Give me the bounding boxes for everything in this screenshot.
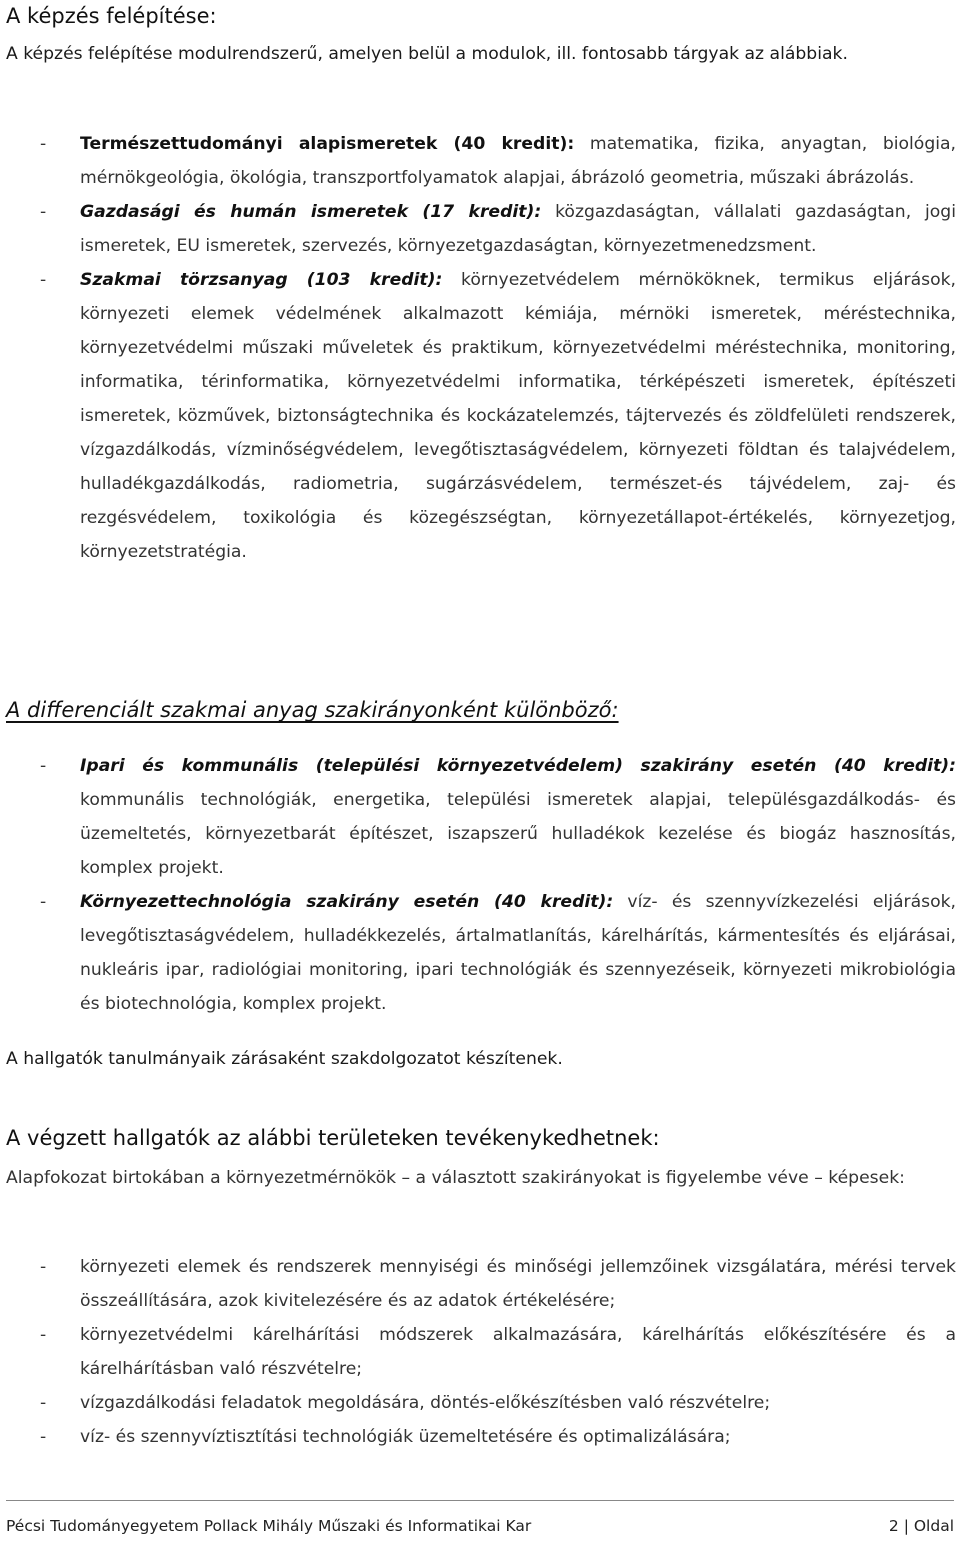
list-item: - Szakmai törzsanyag (103 kredit): környezetvédelem mérnököknek, termikus eljárások, környezeti elemek védelmének alkalmazott kémiája, mérnöki ismeretek, méréstechnika, környezetvédelmi műszaki műveletek és praktikum, környezetvédelmi méréstechnika, monitoring, informatika, térinformatika, környezetvédelmi informatika, térképészeti ismeretek, építészeti ismeretek, közművek, biztonságtechnika és kockázatelemzés, tájtervezés és zöldfelületi rendszerek, vízgazdálkodás, vízminőségvédelem, levegőtisztaságvédelem, környezeti földtan és talajvédelem, hulladékgazdálkodás, radiometria, sugárzásvédelem, természet-és tájvédelem, zaj- és rezgésvédelem, toxikológia és közegészségtan, környezetállapot-értékelés, környezetjog, környezetstratégia. <box>40 270 956 562</box>
specialization-label: Ipari és kommunális (települési környezetvédelem) szakirány esetén (40 kredit): <box>80 756 956 776</box>
module-label: Gazdasági és humán ismeretek (17 kredit): <box>80 202 542 222</box>
list-item: - Környezettechnológia szakirány esetén (40 kredit): víz- és szennyvízkezelési eljárások, levegőtisztaságvédelem, hulladékkezelés, ártalmatlanítás, kárelhárítás, kármentesítés és eljárásai, nukleáris ipar, radiológiai monitoring, ipari technológiák és szennyezéseik, környezeti mikrobiológia és biotechnológia, komplex projekt. <box>40 892 956 1014</box>
thesis-note: A hallgatók tanulmányaik zárásaként szakdolgozatot készítenek. <box>6 1049 563 1069</box>
career-text: környezeti elemek és rendszerek mennyiségi és minőségi jellemzőinek vizsgálatára, mérési tervek összeállítására, azok kivitelezésére és az adatok értékelésére; <box>80 1257 956 1311</box>
specialization-text: víz- és szennyvízkezelési eljárások, levegőtisztaságvédelem, hulladékkezelés, ártalmatlanítás, kárelhárítás, kármentesítés és eljárásai, nukleáris ipar, radiológiai monitoring, ipari technológiák és szennyezéseik, környezeti mikrobiológia és biotechnológia, komplex projekt. <box>80 892 956 1014</box>
list-item: - Természettudományi alapismeretek (40 kredit): matematika, fizika, anyagtan, biológia, mérnökgeológia, ökológia, transzportfolyamatok alapjai, ábrázoló geometria, műszaki ábrázolás. <box>40 134 956 188</box>
career-text: vízgazdálkodási feladatok megoldására, döntés-előkészítésben való részvételre; <box>80 1393 771 1413</box>
specialization-label: Környezettechnológia szakirány esetén (40 kredit): <box>80 892 614 912</box>
career-text: környezetvédelmi kárelhárítási módszerek alkalmazására, kárelhárítás előkészítésére és a kárelhárításban való részvételre; <box>80 1325 956 1379</box>
section-title-differentiated: A differenciált szakmai anyag szakirányonként különböző: <box>6 698 619 722</box>
list-item: - Ipari és kommunális (települési környezetvédelem) szakirány esetén (40 kredit): kommunális technológiák, energetika, települési ismeretek alapjai, településgazdálkodás- és üzemeltetés, környezetbarát építészet, iszapszerű hulladékok kezelése és biogáz hasznosítás, komplex projekt. <box>40 756 956 878</box>
list-item: - környezetvédelmi kárelhárítási módszerek alkalmazására, kárelhárítás előkészítésére és a kárelhárításban való részvételre; <box>40 1325 956 1379</box>
footer-institution: Pécsi Tudományegyetem Pollack Mihály Műszaki és Informatikai Kar <box>6 1517 532 1535</box>
module-text: környezetvédelem mérnököknek, termikus eljárások, környezeti elemek védelmének alkalmazott kémiája, mérnöki ismeretek, méréstechnika, környezetvédelmi műszaki műveletek és praktikum, környezetvédelmi méréstechnika, monitoring, informatika, térinformatika, környezetvédelmi informatika, térképészeti ismeretek, építészeti ismeretek, közművek, biztonságtechnika és kockázatelemzés, tájtervezés és zöldfelületi rendszerek, vízgazdálkodás, vízminőségvédelem, levegőtisztaságvédelem, környezeti földtan és talajvédelem, hulladékgazdálkodás, radiometria, sugárzásvédelem, természet-és tájvédelem, zaj- és rezgésvédelem, toxikológia és közegészségtan, környezetállapot-értékelés, környezetjog, környezetstratégia. <box>80 270 956 562</box>
module-text: matematika, fizika, anyagtan, biológia, mérnökgeológia, ökológia, transzportfolyamatok alapjai, ábrázoló geometria, műszaki ábrázolás. <box>80 134 956 188</box>
specialization-list <box>6 749 956 1021</box>
module-list <box>6 127 956 569</box>
list-item: - Gazdasági és humán ismeretek (17 kredit): közgazdaságtan, vállalati gazdaságtan, jogi ismeretek, EU ismeretek, szervezés, környezetgazdaságtan, környezetmenedzsment. <box>40 202 956 256</box>
list-item: - környezeti elemek és rendszerek mennyiségi és minőségi jellemzőinek vizsgálatára, mérési tervek összeállítására, azok kivitelezésére és az adatok értékelésére; <box>40 1257 956 1311</box>
section-title-careers: A végzett hallgatók az alábbi területeken tevékenykedhetnek: <box>6 1126 660 1150</box>
section-title-structure: A képzés felépítése: <box>6 4 217 28</box>
specialization-text: kommunális technológiák, energetika, települési ismeretek alapjai, településgazdálkodás- és üzemeltetés, környezetbarát építészet, iszapszerű hulladékok kezelése és biogáz hasznosítás, komplex projekt. <box>80 790 956 878</box>
structure-intro: A képzés felépítése modulrendszerű, amelyen belül a modulok, ill. fontosabb tárgyak az alábbiak. <box>6 44 848 64</box>
list-item: - víz- és szennyvíztisztítási technológiák üzemeltetésére és optimalizálására; <box>40 1427 731 1447</box>
page-footer <box>6 1500 954 1535</box>
list-item: - vízgazdálkodási feladatok megoldására, döntés-előkészítésben való részvételre; <box>40 1393 771 1413</box>
career-text: víz- és szennyvíztisztítási technológiák üzemeltetésére és optimalizálására; <box>80 1427 731 1447</box>
module-label: Szakmai törzsanyag (103 kredit): <box>80 270 443 290</box>
module-label: Természettudományi alapismeretek (40 kredit): <box>80 134 575 154</box>
career-list <box>6 1250 956 1454</box>
page-number: 2 | Oldal <box>888 1517 954 1535</box>
careers-intro: Alapfokozat birtokában a környezetmérnökök – a választott szakirányokat is figyelembe véve – képesek: <box>6 1168 905 1188</box>
module-text: közgazdaságtan, vállalati gazdaságtan, jogi ismeretek, EU ismeretek, szervezés, környezetgazdaságtan, környezetmenedzsment. <box>80 202 956 256</box>
